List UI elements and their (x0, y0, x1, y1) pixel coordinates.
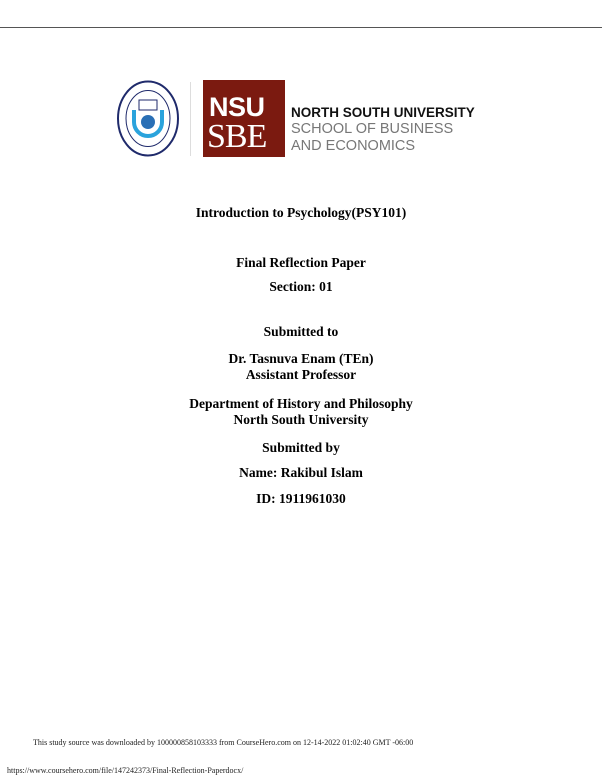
course-title: Introduction to Psychology(PSY101) (195, 205, 407, 220)
logo-school-line1: SCHOOL OF BUSINESS (291, 121, 454, 137)
school-name-logo (291, 104, 475, 155)
instructor-designation: Assistant Professor (245, 367, 357, 382)
nsu-sbe-logo-box (203, 80, 285, 157)
submitted-to-label: Submitted to (263, 324, 339, 339)
university-name: North South University (233, 412, 369, 427)
submitted-by-label: Submitted by (262, 440, 340, 455)
department-name: Department of History and Philosophy (189, 396, 413, 411)
paper-title: Final Reflection Paper (236, 255, 366, 270)
logo-university-name: NORTH SOUTH UNIVERSITY (291, 105, 475, 120)
download-notice: This study source was downloaded by 100000858103333 from CourseHero.com on 12-14-2022 01:02:40 GMT -06:00 (33, 738, 414, 747)
nsu-seal-logo (117, 80, 179, 157)
logo-school-line2: AND ECONOMICS (291, 138, 416, 154)
instructor-name: Dr. Tasnuva Enam (TEn) (228, 351, 374, 366)
logo-divider (190, 82, 191, 156)
top-rule (0, 27, 602, 28)
student-id: ID: 1911961030 (256, 491, 346, 506)
source-url[interactable]: https://www.coursehero.com/file/147242373/Final-Reflection-Paperdocx/ (7, 766, 244, 775)
section-number: Section: 01 (269, 279, 333, 294)
student-name: Name: Rakibul Islam (239, 465, 363, 480)
logo-sbe-text: SBE (207, 118, 267, 155)
logo-nsu-text: NSU (209, 92, 265, 122)
